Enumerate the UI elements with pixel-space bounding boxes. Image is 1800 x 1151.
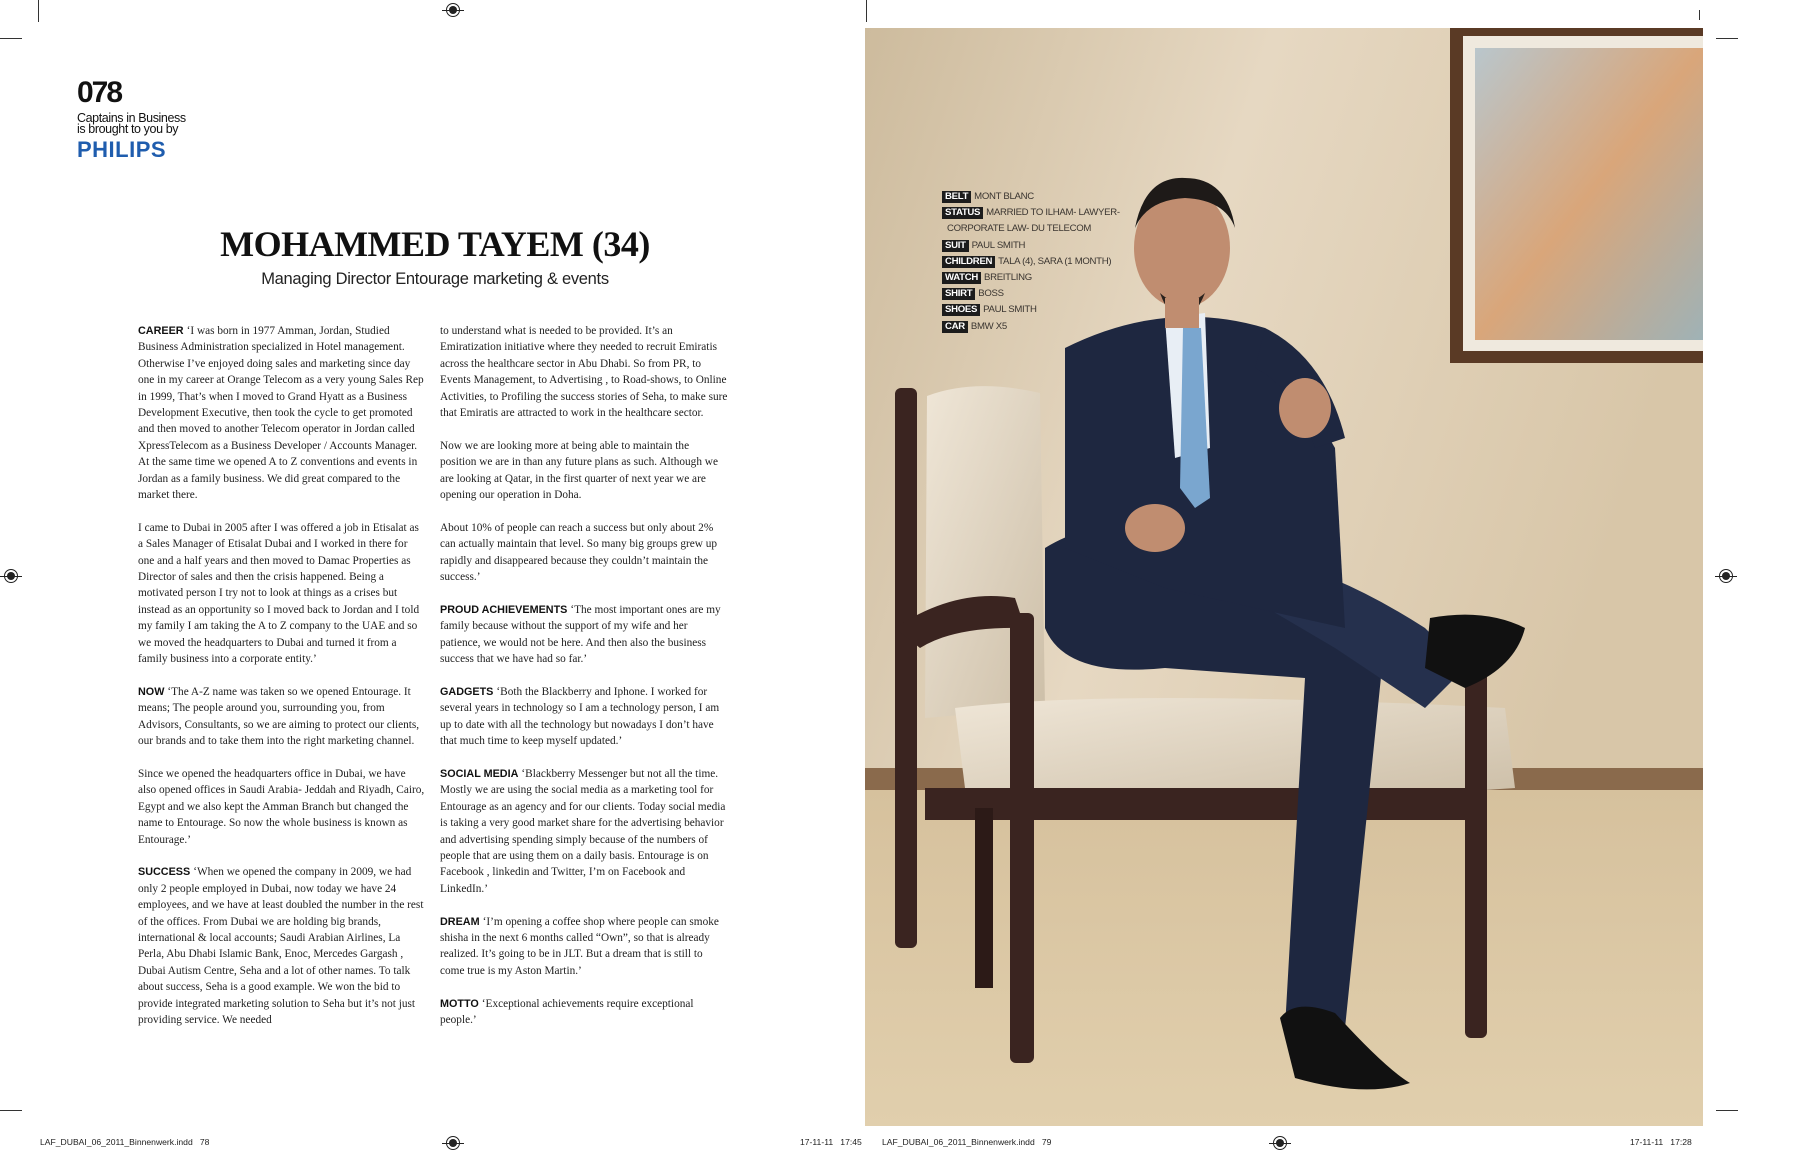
sponsor-logo: PHILIPS — [77, 137, 167, 162]
paragraph-text: ‘I was born in 1977 Amman, Jordan, Studied Business Administration specialized in Hotel management. Otherwise I’ve enjoyed doing sales and marketing since day one in my career at Orange Telecom as a very young Sales Rep in 1999, That’s when I moved to Grand Hyatt as a Business Development Executive, then took the cycle to get promoted and then moved to another Telecom operator in Jordan called XpressTelecom as a Business Developer / Accounts Manager. At the same time we opened A to Z conventions and events in Jordan as a family business. We did great compared to the market there. — [138, 325, 424, 502]
registration-mark-icon — [1719, 569, 1733, 583]
spec-row — [942, 238, 1120, 254]
spec-key: CAR — [942, 321, 968, 333]
paragraph — [440, 914, 728, 980]
slug-date-left: 17-11-11 17:45 — [800, 1137, 862, 1147]
paragraph-text: ‘Blackberry Messenger but not all the time. Mostly we are using the social media as a marketing tool for Entourage as an agency and for our clients. Today social media is taking a very good market share for the advertising behavior and advertising spending simply because of the numbers of people that are using them on a daily basis. Entourage is on Facebook , linkedin and Twitter, I’m on Facebook and LinkedIn.’ — [440, 767, 726, 895]
spec-row — [942, 270, 1120, 286]
paragraph-text: ‘I’m opening a coffee shop where people can smoke shisha in the next 6 months called “Own”, so that is already realized. It’s going to be in JLT. But a dream that is still to come true is my Aston Martin.’ — [440, 915, 719, 977]
crop-mark-icon — [0, 38, 22, 39]
registration-mark-icon — [4, 569, 18, 583]
paragraph-text: to understand what is needed to be provided. It’s an Emiratization initiative where they needed to recruit Emiratis across the healthcare sector in Abu Dhabi. So from PR, to Events Management, to Advertising , to Road-shows, to Online Activities, to Profiling the success stories of Seha, to make sure that Emiratis are attracted to work in the healthcare sector. — [440, 325, 728, 420]
spec-key: CHILDREN — [942, 256, 995, 268]
article-title: MOHAMMED TAYEM (34) — [220, 224, 650, 264]
registration-mark-icon — [446, 1136, 460, 1150]
text-column-1 — [138, 323, 426, 1045]
paragraph-text: ‘When we opened the company in 2009, we had only 2 people employed in Dubai, now today we have 24 employees, and we have at least doubled the number in the rest of the offices. From Dubai we are holding big brands, international & local accounts; Saudi Arabian Airlines, La Perla, Abu Dhabi Islamic Bank, Enoc, Mercedes Gargash , Dubai Autism Centre, Seha and a lot of other names. To talk about success, Seha is a good example. We won the bid to provide integrated marketing solution to Seha but it’s not just providing service. We needed — [138, 866, 424, 1026]
paragraph — [138, 766, 426, 848]
spec-value: MONT BLANC — [974, 191, 1034, 202]
kicker-line: is brought to you by — [77, 122, 179, 136]
crop-mark-icon — [0, 1110, 22, 1111]
spec-key: SHIRT — [942, 288, 975, 300]
spec-key: WATCH — [942, 272, 981, 284]
paragraph — [138, 323, 426, 503]
section-label: DREAM — [440, 915, 480, 928]
spec-value: PAUL SMITH — [983, 304, 1037, 316]
spec-value: CORPORATE LAW- DU TELECOM — [947, 223, 1092, 235]
article-subtitle: Managing Director Entourage marketing & events — [261, 270, 609, 288]
paragraph — [440, 438, 728, 504]
paragraph — [440, 766, 728, 897]
page-number: 078 — [77, 76, 122, 109]
section-label: SUCCESS — [138, 866, 191, 879]
spec-row — [942, 205, 1120, 221]
section-label: PROUD ACHIEVEMENTS — [440, 603, 568, 616]
paragraph — [138, 864, 426, 1028]
section-label: CAREER — [138, 325, 184, 337]
crop-mark-icon — [1716, 1110, 1738, 1111]
spec-key: BELT — [942, 191, 971, 203]
paragraph — [440, 684, 728, 750]
spec-key: SUIT — [942, 240, 969, 252]
spec-key: SHOES — [942, 304, 980, 316]
spec-row — [942, 189, 1120, 205]
paragraph-text: I came to Dubai in 2005 after I was offered a job in Etisalat as a Sales Manager of Etisalat Dubai and I worked in there for one and a half years and then moved to Damac Properties as Director of sales and then the crisis happened. Being a motivated person I try not to look at things as a crises but instead as an opportunity so I moved back to Jordan and I told my family I am taking the A to Z company to the UAE and so we moved the headquarters to Dubai and turned it from a family business into a corporate entity.’ — [138, 521, 420, 666]
paragraph-text: ‘The A-Z name was taken so we opened Entourage. It means; The people around you, surrounding you, from Advisors, Consultants, so we are aiming to protect our clients, our brands and to take them into the right marketing channel. — [138, 685, 420, 748]
spec-row — [942, 302, 1120, 318]
paragraph — [440, 602, 728, 668]
section-kicker — [77, 113, 197, 135]
spec-value: TALA (4), SARA (1 MONTH) — [998, 255, 1112, 267]
spec-value: BREITLING — [983, 271, 1032, 283]
paragraph — [440, 323, 728, 421]
text-column-2 — [440, 323, 728, 1045]
section-label: GADGETS — [440, 685, 494, 698]
kicker-line: Captains in Business — [77, 111, 186, 125]
registration-mark-icon — [1273, 1136, 1287, 1150]
slug-file-left: LAF_DUBAI_06_2011_Binnenwerk.indd 78 — [40, 1137, 210, 1147]
paragraph-text: ‘Both the Blackberry and Iphone. I worked for several years in technology so I am a technology person, I am up to date with all the technology but nowadays I don’t have that much time to keep myself updated.’ — [440, 685, 720, 748]
spec-key: STATUS — [942, 207, 983, 219]
spec-value: MARRIED TO ILHAM- LAWYER- — [986, 207, 1120, 219]
spec-row — [942, 221, 1120, 237]
spec-row — [942, 286, 1120, 302]
section-label: SOCIAL MEDIA — [440, 767, 519, 780]
spec-value: PAUL SMITH — [971, 239, 1026, 251]
paragraph-text: Since we opened the headquarters office in Dubai, we have also opened offices in Saudi Arabia- Jeddah and Riyadh, Cairo, Egypt and we also kept the Amman Branch but changed the name to Entourage. So now the whole business is known as Entourage.’ — [138, 767, 425, 846]
spec-row — [942, 319, 1120, 335]
paragraph — [440, 520, 728, 586]
crop-mark-icon — [866, 0, 867, 22]
section-label: MOTTO — [440, 997, 479, 1010]
paragraph — [138, 520, 426, 668]
registration-mark-icon — [446, 3, 460, 17]
paragraph — [138, 684, 426, 750]
paragraph-text: ‘Exceptional achievements require exceptional people.’ — [440, 997, 694, 1026]
style-specs — [942, 189, 1120, 335]
section-label: NOW — [138, 685, 165, 698]
spec-row — [942, 254, 1120, 270]
paragraph-text: Now we are looking more at being able to maintain the position we are in than any future plans as such. Although we are looking at Qatar, in the first quarter of next year we are opening our operation in Doha. — [440, 439, 718, 502]
slug-file-right: LAF_DUBAI_06_2011_Binnenwerk.indd 79 — [882, 1137, 1052, 1147]
spec-value: BOSS — [978, 288, 1004, 300]
paragraph — [440, 996, 728, 1029]
slug-date-right: 17-11-11 17:28 — [1630, 1137, 1692, 1147]
paragraph-text: ‘The most important ones are my family because without the support of my wife and her patience, we would not be here. And then also the business success that we have had so far.’ — [440, 603, 721, 666]
crop-mark-icon — [1699, 10, 1700, 20]
crop-mark-icon — [38, 0, 39, 22]
spec-value: BMW X5 — [970, 320, 1007, 332]
crop-mark-icon — [1716, 38, 1738, 39]
paragraph-text: About 10% of people can reach a success but only about 2% can actually maintain that level. So many big groups grew up rapidly and disappeared because they couldn’t maintain the success.’ — [440, 521, 718, 584]
